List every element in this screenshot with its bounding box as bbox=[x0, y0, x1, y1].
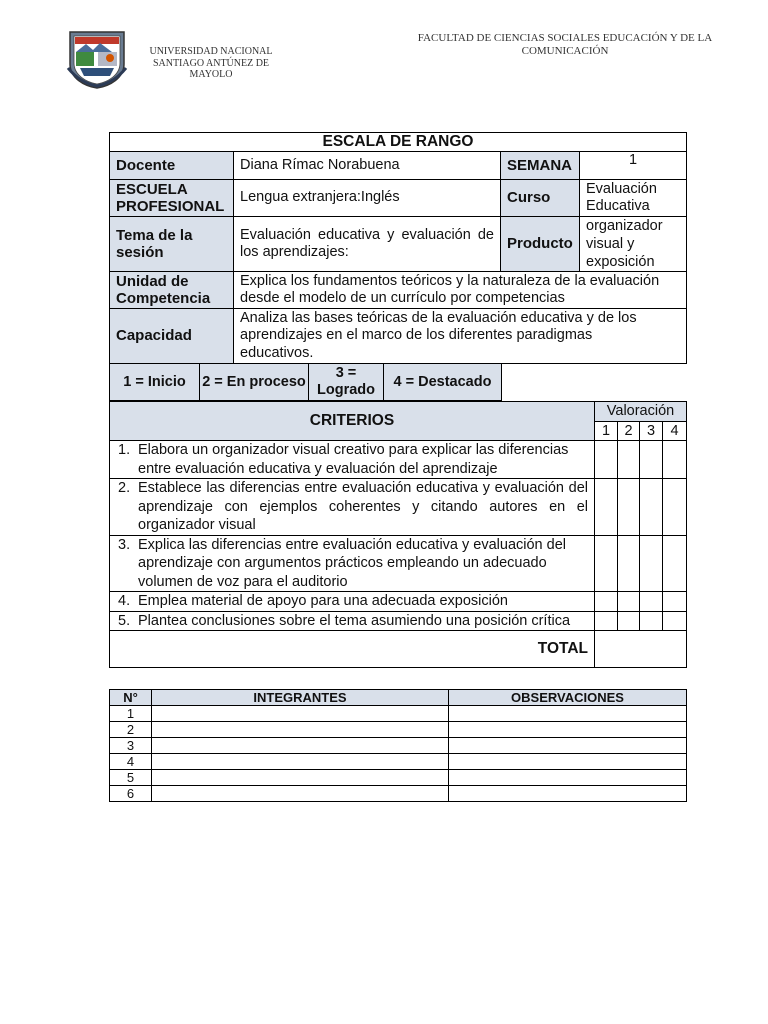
valoracion-header: Valoración bbox=[595, 402, 687, 422]
rubric-info-table bbox=[109, 132, 687, 364]
criterion-text: Elabora un organizador visual creativo para explicar las diferencias entre evaluación educativa y evaluación del aprendizaje bbox=[138, 442, 569, 477]
criterion-text: Plantea conclusiones sobre el tema asumiendo una posición crítica bbox=[138, 612, 571, 629]
scale-level-4: 4 = Destacado bbox=[384, 364, 502, 401]
member-row bbox=[110, 722, 687, 738]
score-cell[interactable] bbox=[640, 535, 663, 592]
member-name-cell[interactable] bbox=[152, 754, 449, 770]
member-observation-cell[interactable] bbox=[449, 738, 687, 754]
curso-value: Evaluación Educativa bbox=[580, 180, 687, 217]
score-cell[interactable] bbox=[640, 611, 663, 631]
criterion-number: 5. bbox=[118, 612, 131, 629]
score-cell[interactable] bbox=[640, 479, 663, 536]
level-4-header: 4 bbox=[663, 421, 687, 441]
criterion-number: 3. bbox=[118, 536, 131, 553]
level-2-header: 2 bbox=[618, 421, 640, 441]
member-row bbox=[110, 770, 687, 786]
semana-label: SEMANA bbox=[501, 152, 580, 180]
member-row bbox=[110, 706, 687, 722]
capacidad-label: Capacidad bbox=[110, 309, 234, 364]
score-cell[interactable] bbox=[618, 592, 640, 612]
criterion-row bbox=[110, 535, 687, 592]
capacidad-value: Analiza las bases teóricas de la evaluación educativa y de los aprendizajes en el marco de los diferentes paradigmas educativos. bbox=[234, 309, 687, 364]
member-observation-cell[interactable] bbox=[449, 706, 687, 722]
member-name-cell[interactable] bbox=[152, 770, 449, 786]
docente-label: Docente bbox=[110, 152, 234, 180]
producto-value: organizador visual y exposición bbox=[580, 217, 687, 272]
criteria-table bbox=[109, 401, 687, 668]
score-cell[interactable] bbox=[663, 441, 687, 479]
total-score-cell[interactable] bbox=[595, 631, 687, 668]
escuela-label: ESCUELA PROFESIONAL bbox=[110, 180, 234, 217]
score-cell[interactable] bbox=[595, 479, 618, 536]
producto-label: Producto bbox=[501, 217, 580, 272]
score-cell[interactable] bbox=[663, 535, 687, 592]
score-cell[interactable] bbox=[663, 592, 687, 612]
scale-level-3: 3 = Logrado bbox=[309, 364, 384, 401]
members-col-names: INTEGRANTES bbox=[152, 690, 449, 706]
score-cell[interactable] bbox=[618, 535, 640, 592]
member-number: 2 bbox=[110, 722, 152, 738]
score-cell[interactable] bbox=[595, 611, 618, 631]
university-name: UNIVERSIDAD NACIONAL SANTIAGO ANTÚNEZ DE MAYOLO bbox=[149, 46, 273, 80]
member-number: 5 bbox=[110, 770, 152, 786]
curso-label: Curso bbox=[501, 180, 580, 217]
scale-level-2: 2 = En proceso bbox=[200, 364, 309, 401]
member-number: 1 bbox=[110, 706, 152, 722]
score-cell[interactable] bbox=[663, 611, 687, 631]
score-cell[interactable] bbox=[618, 611, 640, 631]
score-cell[interactable] bbox=[595, 592, 618, 612]
member-row bbox=[110, 738, 687, 754]
criterion-text: Explica las diferencias entre evaluación educativa y evaluación del aprendizaje con argumentos prácticos empleando un adecuado volumen de voz para el auditorio bbox=[138, 536, 567, 590]
members-table bbox=[109, 689, 687, 802]
member-number: 6 bbox=[110, 786, 152, 802]
scale-level-1: 1 = Inicio bbox=[110, 364, 200, 401]
criterion-row bbox=[110, 479, 687, 536]
member-row bbox=[110, 754, 687, 770]
criteria-header: CRITERIOS bbox=[110, 402, 595, 441]
level-1-header: 1 bbox=[595, 421, 618, 441]
member-observation-cell[interactable] bbox=[449, 722, 687, 738]
tema-value: Evaluación educativa y evaluación de los aprendizajes: bbox=[234, 217, 501, 272]
criterion-row bbox=[110, 592, 687, 612]
total-label: TOTAL bbox=[110, 631, 595, 668]
unidad-label: Unidad de Competencia bbox=[110, 272, 234, 309]
member-observation-cell[interactable] bbox=[449, 786, 687, 802]
level-3-header: 3 bbox=[640, 421, 663, 441]
member-name-cell[interactable] bbox=[152, 722, 449, 738]
member-number: 3 bbox=[110, 738, 152, 754]
members-col-observations: OBSERVACIONES bbox=[449, 690, 687, 706]
member-row bbox=[110, 786, 687, 802]
score-cell[interactable] bbox=[595, 535, 618, 592]
score-cell[interactable] bbox=[663, 479, 687, 536]
members-col-number: N° bbox=[110, 690, 152, 706]
criterion-number: 4. bbox=[118, 593, 131, 609]
score-cell[interactable] bbox=[640, 441, 663, 479]
criterion-text: Establece las diferencias entre evaluación educativa y evaluación del aprendizaje con ejemplos coherentes y citando autores en el organizador visual bbox=[138, 480, 588, 533]
faculty-name: FACULTAD DE CIENCIAS SOCIALES EDUCACIÓN Y DE LA COMUNICACIÓN bbox=[417, 32, 713, 57]
criterion-text: Emplea material de apoyo para una adecuada exposición bbox=[138, 593, 508, 609]
member-name-cell[interactable] bbox=[152, 786, 449, 802]
member-observation-cell[interactable] bbox=[449, 754, 687, 770]
member-observation-cell[interactable] bbox=[449, 770, 687, 786]
rubric-title: ESCALA DE RANGO bbox=[110, 133, 687, 152]
score-cell[interactable] bbox=[595, 441, 618, 479]
member-number: 4 bbox=[110, 754, 152, 770]
criterion-row bbox=[110, 441, 687, 479]
criterion-number: 2. bbox=[118, 480, 131, 496]
member-name-cell[interactable] bbox=[152, 738, 449, 754]
member-name-cell[interactable] bbox=[152, 706, 449, 722]
semana-value: 1 bbox=[580, 152, 687, 180]
criterion-number: 1. bbox=[118, 442, 131, 458]
score-cell[interactable] bbox=[618, 441, 640, 479]
docente-value: Diana Rímac Norabuena bbox=[234, 152, 501, 180]
scale-legend bbox=[109, 363, 502, 401]
criterion-row bbox=[110, 611, 687, 631]
tema-label: Tema de la sesión bbox=[110, 217, 234, 272]
score-cell[interactable] bbox=[618, 479, 640, 536]
escuela-value: Lengua extranjera:Inglés bbox=[234, 180, 501, 217]
unidad-value: Explica los fundamentos teóricos y la naturaleza de la evaluación desde el modelo de un currículo por competencias bbox=[234, 272, 687, 309]
score-cell[interactable] bbox=[640, 592, 663, 612]
university-seal-icon bbox=[66, 28, 128, 90]
